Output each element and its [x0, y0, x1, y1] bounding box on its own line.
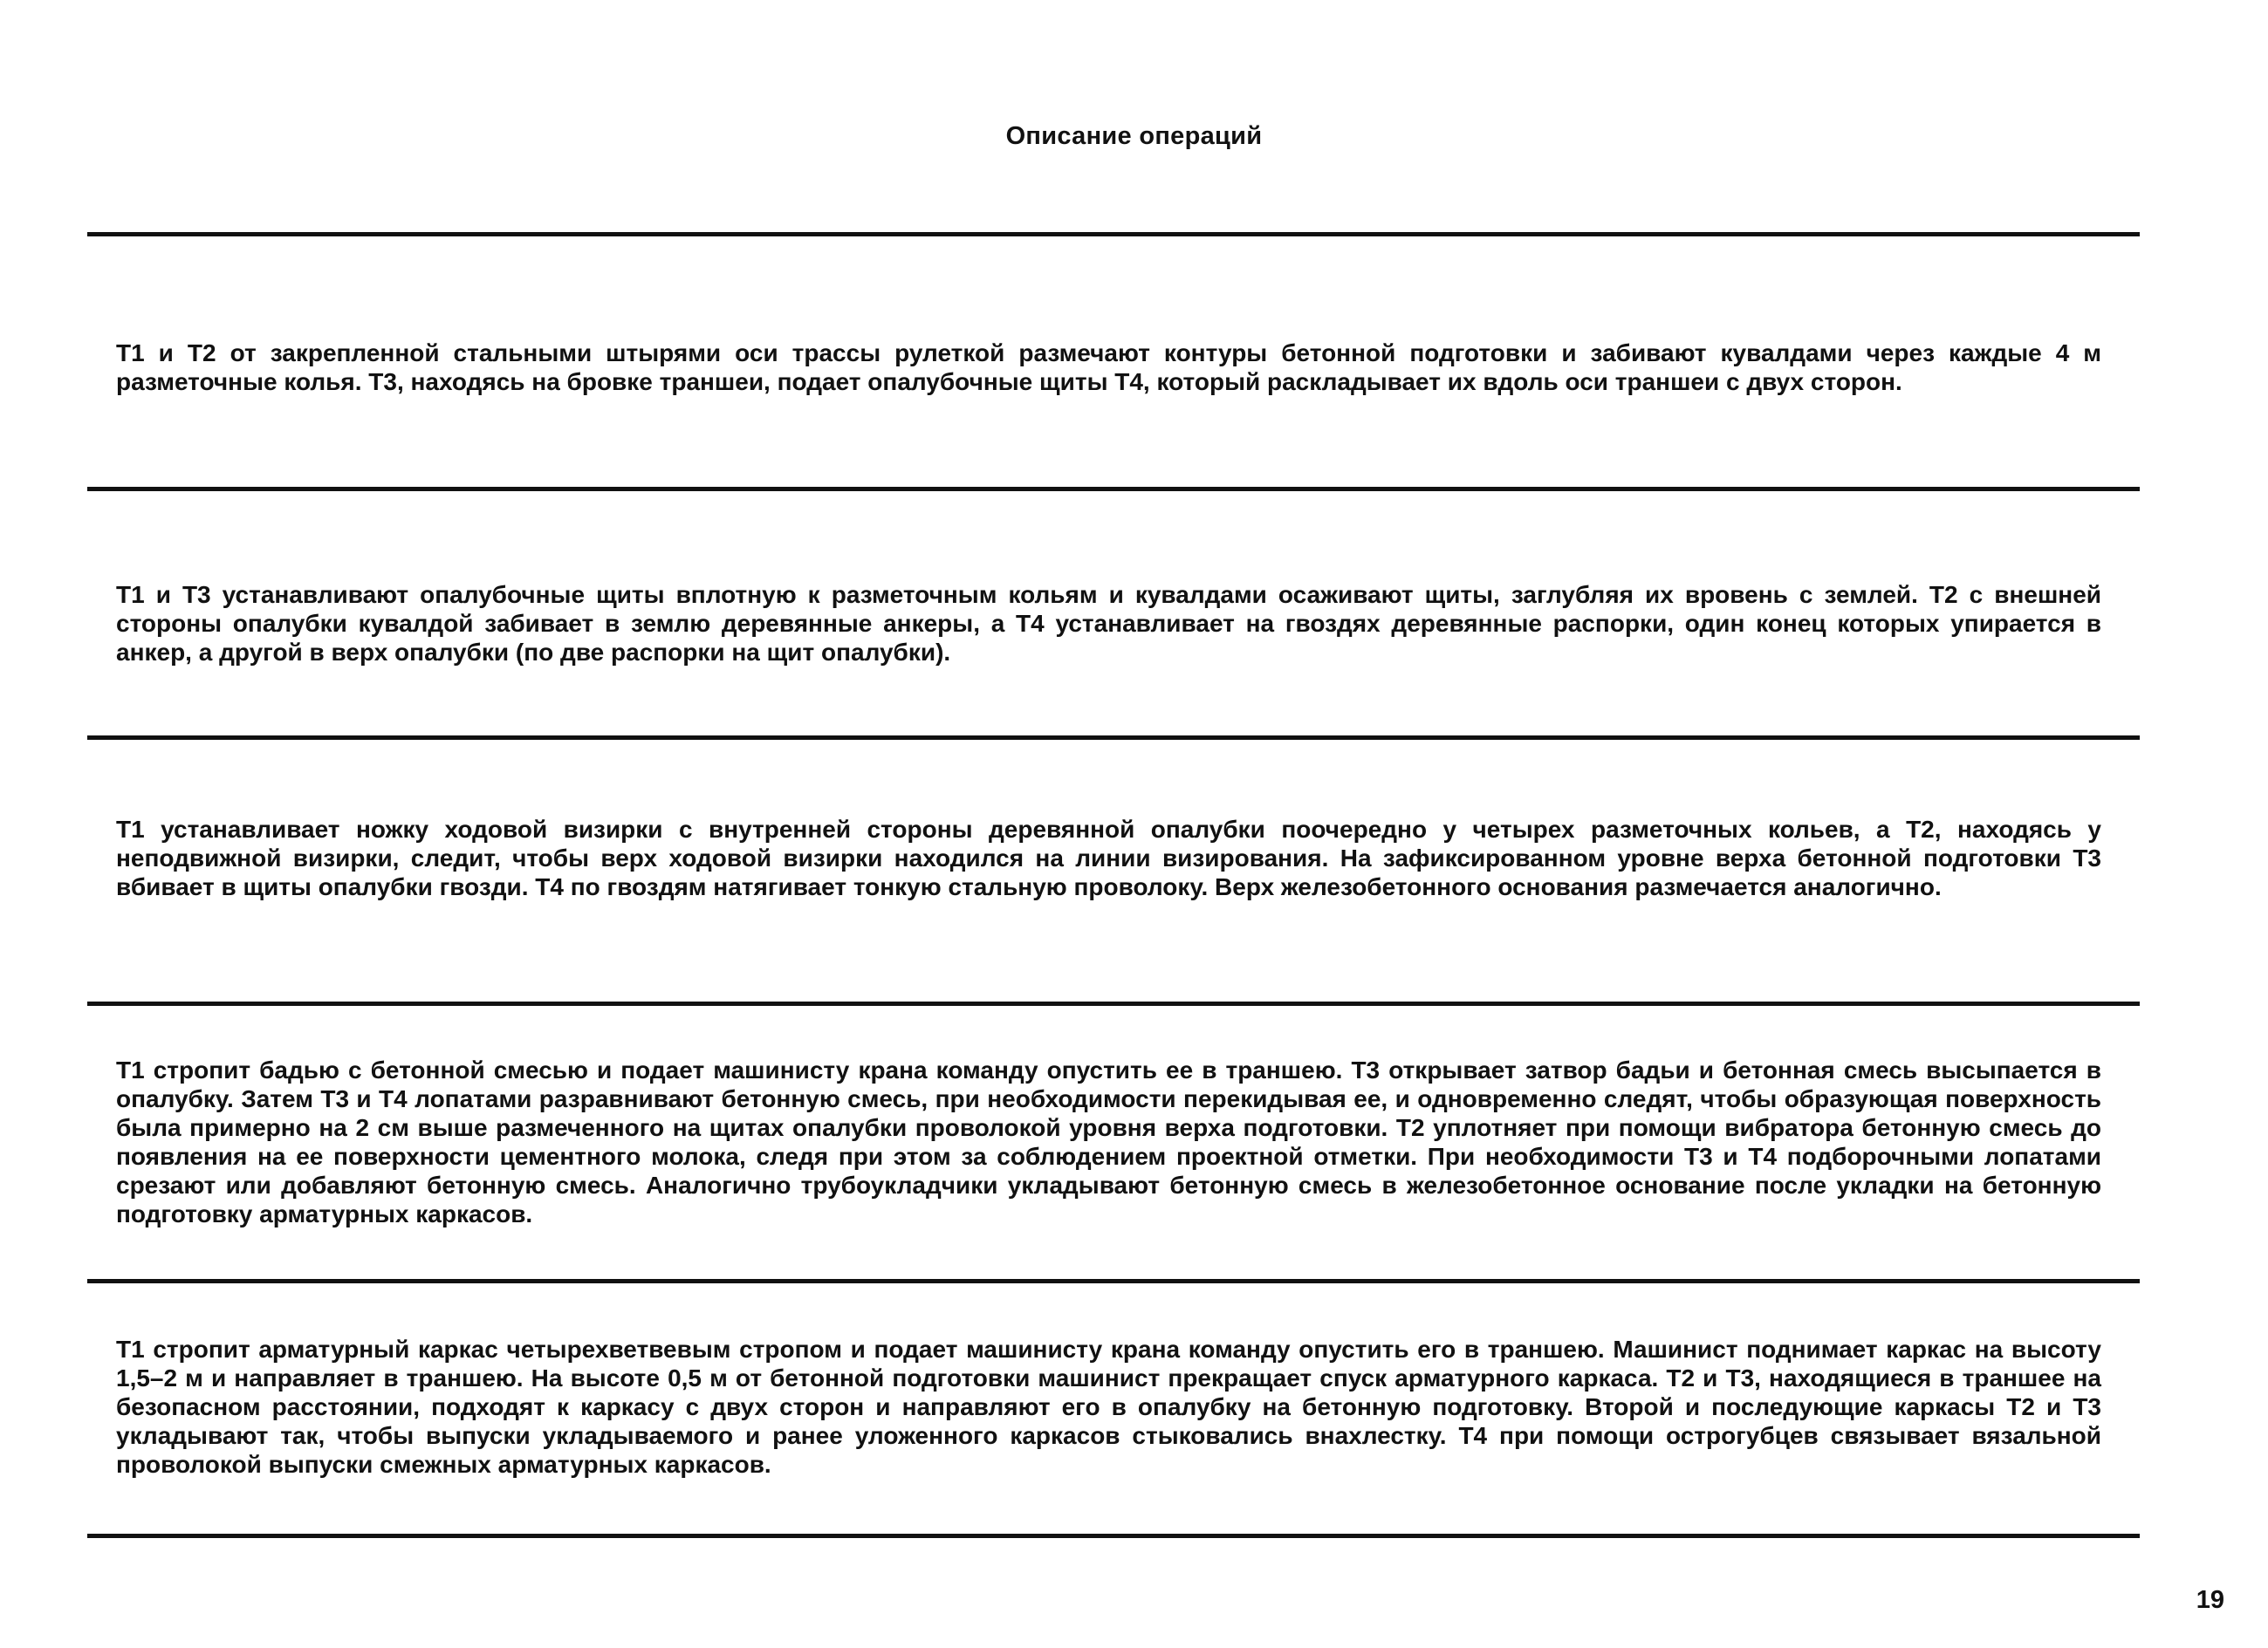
page-title: Описание операций — [1005, 122, 1263, 150]
section-divider — [87, 1002, 2140, 1006]
operation-description-3: Т1 устанавливает ножку ходовой визирки с внутренней стороны деревянной опалубки поочередно у четырех разметочных кольев, а Т2, находясь у неподвижной визирки, следит, чтобы верх ходовой визирки находился на линии визирования. На зафиксированном уровне верха бетонной подготовки Т3 вбивает в щиты опалубки гвозди. Т4 по гвоздям натягивает тонкую стальную проволоку. Верх железобетонного основания размечается аналогично. — [116, 816, 2101, 900]
section-divider — [87, 1534, 2140, 1538]
section-divider — [87, 735, 2140, 740]
operation-description-4: Т1 стропит бадью с бетонной смесью и подает машинисту крана команду опустить ее в траншею. Т3 открывает затвор бадьи и бетонная смесь высыпается в опалубку. Затем Т3 и Т4 лопатами разравнивают бетонную смесь, при необходимости перекидывая ее, и одновременно следят, чтобы образующая поверхность была примерно на 2 см выше размеченного на щитах опалубки проволокой уровня верха подготовки. Т2 уплотняет при помощи вибратора бетонную смесь до появления на ее поверхности цементного молока, следя при этом за соблюдением проектной отметки. При необходимости Т3 и Т4 подборочными лопатами срезают или добавляют бетонную смесь. Аналогично трубоукладчики укладывают бетонную смесь в железобетонное основание после укладки на бетонную подготовку арматурных каркасов. — [116, 1056, 2101, 1227]
section-divider — [87, 232, 2140, 236]
section-divider — [87, 1279, 2140, 1283]
page-number: 19 — [2196, 1586, 2224, 1614]
section-divider — [87, 487, 2140, 491]
operation-description-2: Т1 и Т3 устанавливают опалубочные щиты вплотную к разметочным кольям и кувалдами осаживают щиты, заглубляя их вровень с землей. Т2 с внешней стороны опалубки кувалдой забивает в землю деревянные анкеры, а Т4 устанавливает на гвоздях деревянные распорки, один конец которых упирается в анкер, а другой в верх опалубки (по две распорки на щит опалубки). — [116, 581, 2101, 666]
operation-description-5: Т1 стропит арматурный каркас четырехветвевым стропом и подает машинисту крана команду опустить его в траншею. Машинист поднимает каркас на высоту 1,5–2 м и направляет в траншею. На высоте 0,5 м от бетонной подготовки машинист прекращает спуск арматурного каркаса. Т2 и Т3, находящиеся в траншее на безопасном расстоянии, подходят к каркасу с двух сторон и направляют его в опалубку на бетонную подготовку. Второй и последующие каркасы Т2 и Т3 укладывают так, чтобы выпуски укладываемого и ранее уложенного каркасов стыковались внахлестку. Т4 при помощи острогубцев связывает вязальной проволокой выпуски смежных арматурных каркасов. — [116, 1336, 2101, 1478]
operation-description-1: Т1 и Т2 от закрепленной стальными штырями оси трассы рулеткой размечают контуры бетонной подготовки и забивают кувалдами через каждые 4 м разметочные колья. Т3, находясь на бровке траншеи, подает опалубочные щиты Т4, который раскладывает их вдоль оси траншеи с двух сторон. — [116, 339, 2101, 395]
